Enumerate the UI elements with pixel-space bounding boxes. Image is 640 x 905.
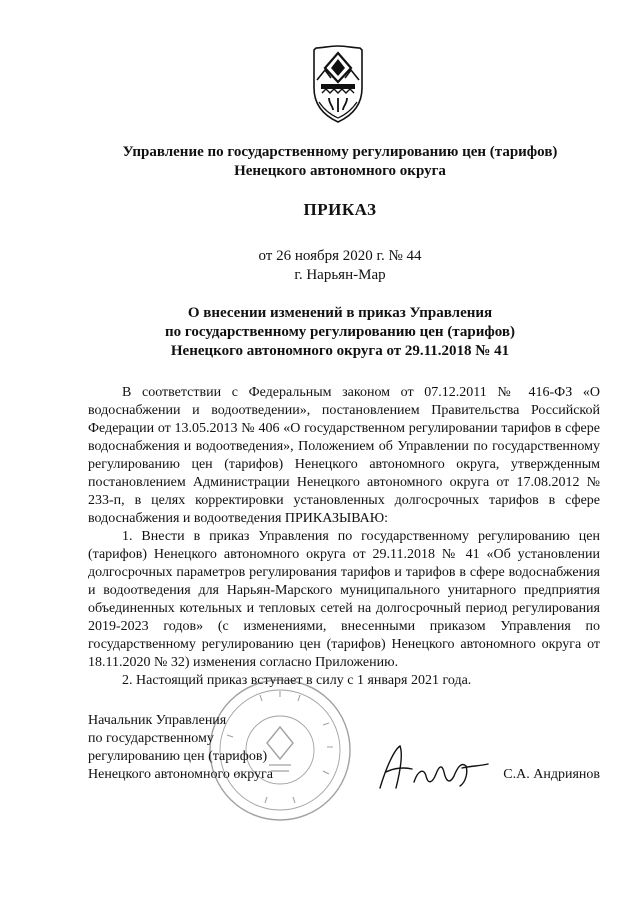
organization-name [60,143,620,181]
position-line: Ненецкого автономного округа [88,767,273,782]
subject-line: Ненецкого автономного округа от 29.11.2018 № 41 [170,343,510,359]
subject-line: по государственному регулированию цен (тарифов) [165,324,515,340]
handwritten-signature-icon [370,732,490,802]
signer-position [88,712,288,784]
place: г. Нарьян-Мар [294,267,386,283]
position-line: Начальник Управления [88,713,227,728]
subject-line: О внесении изменений в приказ Управления [187,305,493,321]
organization-line: Ненецкого автономного округа [234,163,446,179]
position-line: регулированию цен (тарифов) [88,749,268,764]
document-body [88,384,600,690]
order-item-2: 2. Настоящий приказ вступает в силу с 1 января 2021 года. [122,673,472,688]
order-item-1: 1. Внести в приказ Управления по государственному регулированию цен (тарифов) Ненецкого автономного округа от 29.11.2018 № 41 «Об установлении долгосрочных параметров регулирования тарифов и тарифов в сфере водоснабжения и водоотведения для Нарьян-Марского муниципального унитарного предприятия объединенных котельных и тепловых сетей на долгосрочный период регулирования 2019-2023 годов» (с изменениями, внесенными приказом Управления по государственному регулированию цен (тарифов) Ненецкого автономного округа от 18.11.2020 № 32) изменения согласно Приложению. [88,529,600,670]
date-and-number: от 26 ноября 2020 г. № 44 [258,248,422,264]
preamble-paragraph: В соответствии с Федеральным законом от 07.12.2011 № 416-ФЗ «О водоснабжении и водоотведении», постановлением Правительства Российской Федерации от 13.05.2013 № 406 «О государственном регулировании тарифов в сфере водоснабжения и водоотведения», Положением об Управлении по государственному регулированию цен (тарифов) Ненецкого автономного округа, утвержденным постановлением Администрации Ненецкого автономного округа от 17.08.2012 № 233-п, в целях корректировки установленных долгосрочных тарифов в сфере водоснабжения и водоотведения ПРИКАЗЫВАЮ: [88,385,600,526]
position-line: по государственному [88,731,214,746]
signer-name: С.А. Андриянов [503,767,600,782]
document-subject [60,304,620,361]
organization-line: Управление по государственному регулированию цен (тарифов) [122,144,558,160]
coat-of-arms-icon [309,44,367,124]
document-type-title: ПРИКАЗ [303,200,377,219]
document-meta [60,247,620,285]
